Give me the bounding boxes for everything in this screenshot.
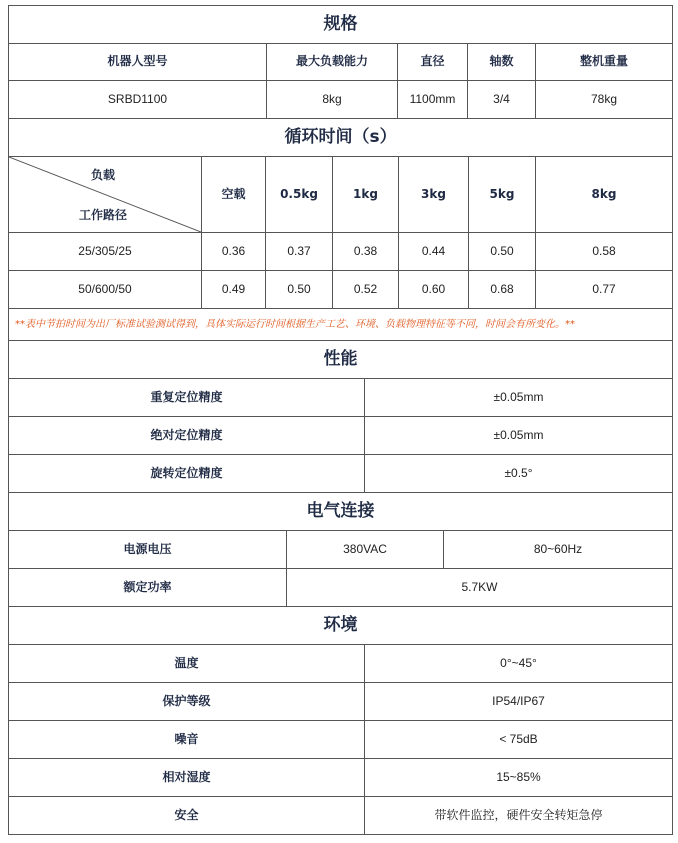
diameter-value: 1100mm: [398, 81, 468, 119]
safety-value: 带软件监控，硬件安全转矩急停: [365, 797, 673, 835]
noise-label: 噪音: [9, 721, 365, 759]
header-5kg: 5kg: [469, 157, 536, 233]
cycle-value: 0.36: [202, 233, 266, 271]
table-row: [9, 759, 673, 797]
humidity-value: 15~85%: [365, 759, 673, 797]
power-label: 额定功率: [9, 569, 287, 607]
axes-value: 3/4: [468, 81, 536, 119]
cycle-value: 0.60: [399, 271, 469, 309]
corner-label-path: 工作路径: [79, 207, 128, 222]
section-title-cycle: 循环时间（s）: [9, 119, 673, 157]
header-0-5kg: 0.5kg: [266, 157, 333, 233]
cycle-value: 0.44: [399, 233, 469, 271]
section-title-environment: 环境: [9, 607, 673, 645]
noise-value: < 75dB: [365, 721, 673, 759]
header-axes: 轴数: [468, 44, 536, 81]
absolute-accuracy-label: 绝对定位精度: [9, 417, 365, 455]
temperature-value: 0°~45°: [365, 645, 673, 683]
cycle-time-table: [8, 118, 673, 341]
section-title-electrical: 电气连接: [9, 493, 673, 531]
safety-label: 安全: [9, 797, 365, 835]
cycle-value: 0.37: [266, 233, 333, 271]
voltage-label: 电源电压: [9, 531, 287, 569]
protection-label: 保护等级: [9, 683, 365, 721]
temperature-label: 温度: [9, 645, 365, 683]
power-value: 5.7KW: [287, 569, 673, 607]
absolute-accuracy-value: ±0.05mm: [365, 417, 673, 455]
header-max-load: 最大负载能力: [267, 44, 398, 81]
table-row: [9, 683, 673, 721]
path-label: 50/600/50: [9, 271, 202, 309]
header-diameter: 直径: [398, 44, 468, 81]
rotation-accuracy-label: 旋转定位精度: [9, 455, 365, 493]
table-row: [9, 721, 673, 759]
performance-table: [8, 340, 673, 493]
cycle-value: 0.50: [469, 233, 536, 271]
cycle-value: 0.50: [266, 271, 333, 309]
cycle-value: 0.68: [469, 271, 536, 309]
max-load-value: 8kg: [267, 81, 398, 119]
frequency-value: 80~60Hz: [444, 531, 673, 569]
cycle-value: 0.77: [536, 271, 673, 309]
section-title-performance: 性能: [9, 341, 673, 379]
weight-value: 78kg: [536, 81, 673, 119]
environment-table: [8, 606, 673, 835]
header-no-load: 空载: [202, 157, 266, 233]
path-label: 25/305/25: [9, 233, 202, 271]
header-weight: 整机重量: [536, 44, 673, 81]
electrical-table: [8, 492, 673, 607]
rotation-accuracy-value: ±0.5°: [365, 455, 673, 493]
cycle-time-note: **表中节拍时间为出厂标准试验测试得到，具体实际运行时间根据生产工艺、环境、负载物理特征等不同，时间会有所变化。**: [9, 309, 673, 341]
cycle-value: 0.52: [333, 271, 399, 309]
header-3kg: 3kg: [399, 157, 469, 233]
model-value: SRBD1100: [9, 81, 267, 119]
header-8kg: 8kg: [536, 157, 673, 233]
table-row: [9, 417, 673, 455]
protection-value: IP54/IP67: [365, 683, 673, 721]
cycle-value: 0.49: [202, 271, 266, 309]
cycle-value: 0.58: [536, 233, 673, 271]
table-row: [9, 233, 673, 271]
cycle-value: 0.38: [333, 233, 399, 271]
header-1kg: 1kg: [333, 157, 399, 233]
table-row: [9, 645, 673, 683]
table-row: [9, 271, 673, 309]
table-row: [9, 455, 673, 493]
humidity-label: 相对湿度: [9, 759, 365, 797]
table-row: [9, 797, 673, 835]
section-title-spec: 规格: [9, 6, 673, 44]
spec-table: [8, 5, 673, 119]
corner-label-load: 负载: [91, 168, 116, 182]
header-model: 机器人型号: [9, 44, 267, 81]
table-row: [9, 379, 673, 417]
repeat-accuracy-value: ±0.05mm: [365, 379, 673, 417]
repeat-accuracy-label: 重复定位精度: [9, 379, 365, 417]
corner-header: [9, 157, 202, 233]
voltage-value: 380VAC: [287, 531, 444, 569]
